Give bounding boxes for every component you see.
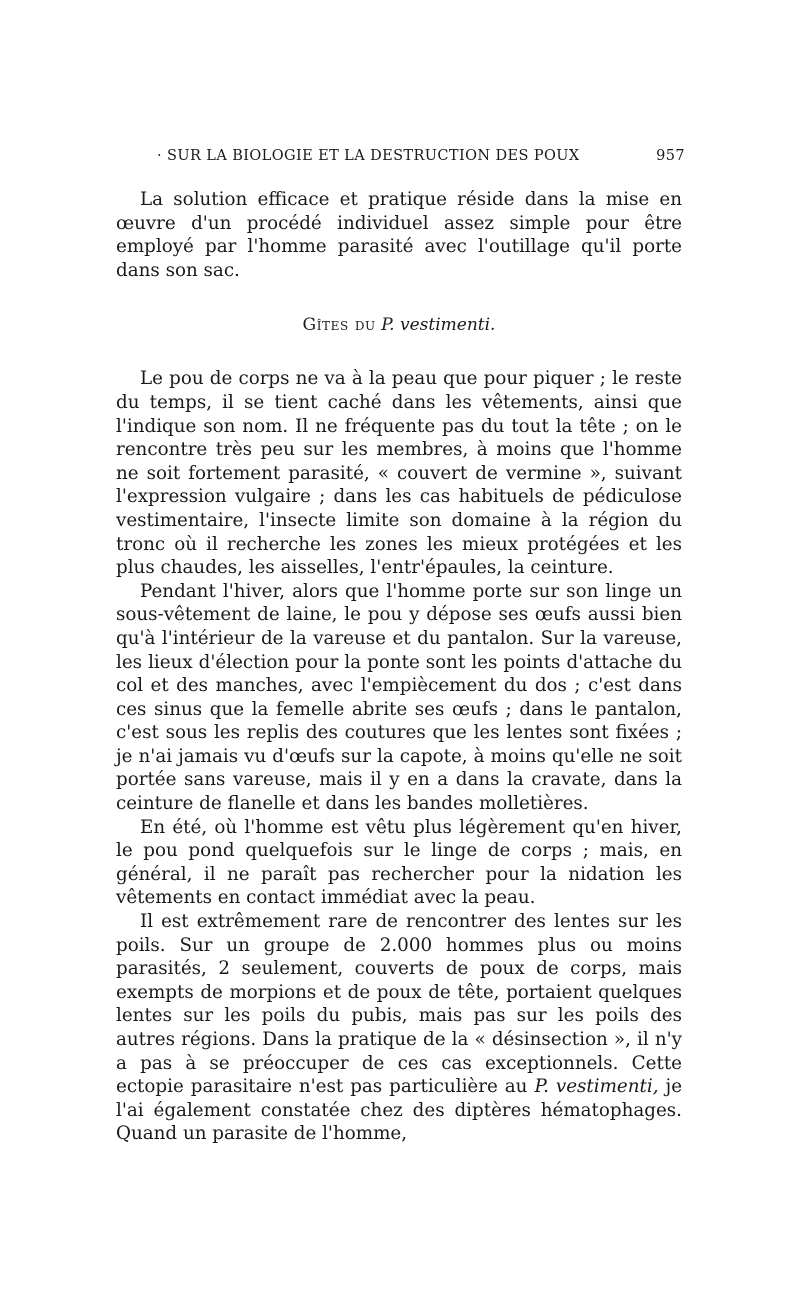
running-title: · SUR LA BIOLOGIE ET LA DESTRUCTION DES POUX	[157, 148, 580, 164]
body-text	[116, 188, 682, 1146]
running-header	[115, 148, 685, 174]
paragraph-hairs-continuation: je l'ai également constatée chez des diptères hématophages. Quand un parasite de l'homme,	[116, 1076, 683, 1145]
page-number: 957	[656, 148, 685, 164]
section-heading	[116, 314, 682, 336]
paragraph-winter: Pendant l'hiver, alors que l'homme porte sur son linge un sous-vêtement de laine, le pou y dépose ses œufs aussi bien qu'à l'intérieur de la vareuse et du pantalon. Sur la vareuse, les lieux d'élection pour la ponte sont les points d'attache du col et des manches, avec l'empiècement du dos ; c'est dans ces sinus que la femelle abrite ses œufs ; dans le pantalon, c'est sous les replis des coutures que les lentes sont fixées ; je n'ai jamais vu d'œufs sur la capote, à moins qu'elle ne soit portée sans vareuse, mais il y en a dans la cravate, dans la ceinture de flanelle et dans les bandes molletières.	[116, 580, 682, 815]
paragraph-hairs-text: Il est extrêmement rare de rencontrer des lentes sur les poils. Sur un groupe de 2.000 hommes plus ou moins parasités, 2 seulement, couverts de poux de corps, mais exempts de morpions et de poux de tête, portaient quelques lentes sur les poils du pubis, mais pas sur les poils des autres régions. Dans la pratique de la « désinsection », il n'y a pas à se préoccuper de ces cas exceptionnels. Cette ectopie parasitaire n'est pas particulière au	[116, 911, 682, 1098]
section-heading-prefix: Gîtes du	[302, 315, 376, 336]
paragraph-body-louse: Le pou de corps ne va à la peau que pour piquer ; le reste du temps, il se tient caché dans les vêtements, ainsi que l'indique son nom. Il ne fréquente pas du tout la tête ; on le rencontre très peu sur les membres, à moins que l'homme ne soit fortement parasité, « couvert de vermine », suivant l'expression vulgaire ; dans les cas habituels de pédiculose vestimentaire, l'insecte limite son domaine à la région du tronc où il recherche les zones les mieux protégées et les plus chaudes, les aisselles, l'entr'épaules, la ceinture.	[116, 368, 682, 579]
paragraph-summer: En été, où l'homme est vêtu plus légèrement qu'en hiver, le pou pond quelquefois sur le linge de corps ; mais, en général, il ne paraît pas rechercher pour la nidation les vêtements en contact immédiat avec la peau.	[116, 816, 682, 909]
paragraph-solution: La solution efficace et pratique réside dans la mise en œuvre d'un procédé individuel assez simple pour être employé par l'homme parasité avec l'outillage qu'il porte dans son sac.	[116, 189, 682, 281]
species-name: P. vestimenti,	[534, 1076, 659, 1098]
paragraph-hairs	[116, 910, 682, 1146]
section-heading-species: P. vestimenti.	[381, 315, 496, 336]
